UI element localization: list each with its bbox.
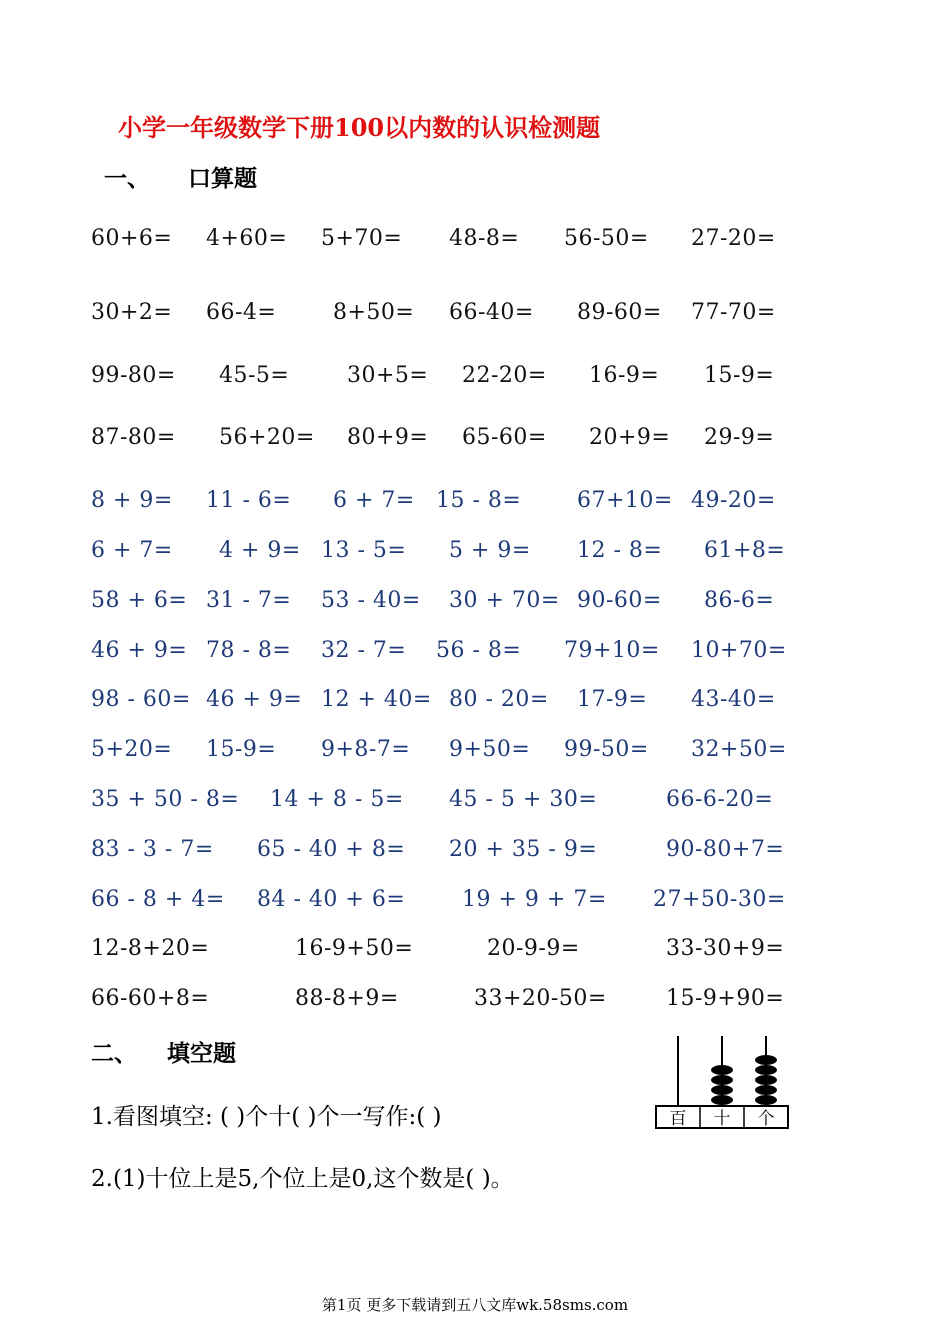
page-footer: 第1页 更多下载请到五八文库wk.58sms.com	[321, 1296, 629, 1314]
abacus-bead	[755, 1055, 777, 1065]
problem-item: 35 + 50 - 8=	[91, 787, 240, 812]
problem-item: 56-50=	[564, 226, 649, 251]
problem-item: 20-9-9=	[487, 936, 580, 961]
problem-item: 32 - 7=	[321, 638, 407, 663]
section-1-name: 口算题	[188, 165, 257, 192]
abacus-bead	[711, 1075, 733, 1085]
problem-item: 20 + 35 - 9=	[449, 837, 598, 862]
problem-item: 61+8=	[704, 538, 786, 563]
section-2-name: 填空题	[167, 1040, 236, 1067]
problem-item: 22-20=	[462, 363, 547, 388]
problem-item: 43-40=	[691, 687, 776, 712]
abacus-place-label: 十	[713, 1109, 731, 1129]
problem-item: 14 + 8 - 5=	[270, 787, 404, 812]
problem-item: 90-80+7=	[666, 837, 785, 862]
problem-item: 27-20=	[691, 226, 776, 251]
problem-item: 65 - 40 + 8=	[257, 837, 406, 862]
section-1-number: 一、	[104, 165, 150, 192]
problem-item: 15-9=	[704, 363, 775, 388]
problem-item: 13 - 5=	[321, 538, 407, 563]
question-2: 2.(1)十位上是5,个位上是0,这个数是( )。	[91, 1166, 514, 1192]
problem-item: 5 + 9=	[449, 538, 531, 563]
section-1-heading	[104, 160, 257, 193]
problem-item: 15-9+90=	[666, 986, 785, 1011]
problem-item: 8+50=	[333, 300, 415, 325]
worksheet-title: 小学一年级数学下册100以内数的认识检测题	[118, 113, 601, 142]
problem-item: 5+70=	[321, 226, 403, 251]
problem-item: 53 - 40=	[321, 588, 421, 613]
abacus-place-label: 个	[757, 1109, 775, 1129]
problem-item: 4 + 9=	[219, 538, 301, 563]
abacus-bead	[711, 1065, 733, 1075]
problem-item: 31 - 7=	[206, 588, 292, 613]
problem-item: 33-30+9=	[666, 936, 785, 961]
problem-item: 30 + 70=	[449, 588, 560, 613]
problem-item: 79+10=	[564, 638, 660, 663]
problem-item: 5+20=	[91, 737, 173, 762]
problem-item: 80 - 20=	[449, 687, 549, 712]
problem-item: 30+5=	[347, 363, 429, 388]
problem-item: 9+50=	[449, 737, 531, 762]
problem-item: 66-40=	[449, 300, 534, 325]
problem-item: 17-9=	[577, 687, 648, 712]
abacus-bead	[755, 1085, 777, 1095]
problem-item: 32+50=	[691, 737, 787, 762]
problem-item: 29-9=	[704, 425, 775, 450]
abacus-bead	[755, 1075, 777, 1085]
problem-item: 88-8+9=	[295, 986, 399, 1011]
section-2-number: 二、	[91, 1040, 137, 1067]
problem-item: 12-8+20=	[91, 936, 210, 961]
problem-item: 16-9+50=	[295, 936, 414, 961]
problem-item: 90-60=	[577, 588, 662, 613]
problem-item: 8 + 9=	[91, 488, 173, 513]
problem-item: 98 - 60=	[91, 687, 191, 712]
problem-item: 10+70=	[691, 638, 787, 663]
problem-item: 15-9=	[206, 737, 277, 762]
problem-item: 6 + 7=	[91, 538, 173, 563]
problem-item: 83 - 3 - 7=	[91, 837, 214, 862]
problem-item: 66 - 8 + 4=	[91, 887, 225, 912]
problem-item: 87-80=	[91, 425, 176, 450]
problem-item: 99-80=	[91, 363, 176, 388]
problem-item: 66-6-20=	[666, 787, 774, 812]
problem-item: 45-5=	[219, 363, 290, 388]
problem-item: 66-4=	[206, 300, 277, 325]
problem-item: 11 - 6=	[206, 488, 292, 513]
question-1: 1.看图填空: ( )个十( )个一写作:( )	[91, 1104, 442, 1130]
abacus-bead	[711, 1095, 733, 1105]
abacus-figure	[652, 1034, 792, 1130]
problem-item: 77-70=	[691, 300, 776, 325]
problem-item: 15 - 8=	[436, 488, 522, 513]
problem-item: 56+20=	[219, 425, 315, 450]
problem-item: 27+50-30=	[653, 887, 786, 912]
problem-item: 16-9=	[589, 363, 660, 388]
problem-item: 30+2=	[91, 300, 173, 325]
problem-item: 86-6=	[704, 588, 775, 613]
section-2-heading	[91, 1035, 236, 1068]
problem-item: 12 - 8=	[577, 538, 663, 563]
problem-item: 78 - 8=	[206, 638, 292, 663]
problem-item: 48-8=	[449, 226, 520, 251]
problem-item: 49-20=	[691, 488, 776, 513]
problem-item: 60+6=	[91, 226, 173, 251]
problem-item: 20+9=	[589, 425, 671, 450]
problem-item: 66-60+8=	[91, 986, 210, 1011]
problem-item: 6 + 7=	[333, 488, 415, 513]
problem-item: 56 - 8=	[436, 638, 522, 663]
abacus-bead	[755, 1065, 777, 1075]
problem-item: 33+20-50=	[474, 986, 607, 1011]
problem-item: 89-60=	[577, 300, 662, 325]
problem-item: 9+8-7=	[321, 737, 411, 762]
problem-item: 19 + 9 + 7=	[462, 887, 607, 912]
problem-item: 99-50=	[564, 737, 649, 762]
abacus-bead	[711, 1085, 733, 1095]
problem-item: 12 + 40=	[321, 687, 432, 712]
problem-item: 84 - 40 + 6=	[257, 887, 406, 912]
problem-item: 65-60=	[462, 425, 547, 450]
problem-item: 58 + 6=	[91, 588, 188, 613]
problem-item: 46 + 9=	[91, 638, 188, 663]
problem-item: 67+10=	[577, 488, 673, 513]
abacus-bead	[755, 1095, 777, 1105]
problem-item: 80+9=	[347, 425, 429, 450]
problem-item: 4+60=	[206, 226, 288, 251]
abacus-place-label: 百	[669, 1109, 687, 1129]
problem-item: 46 + 9=	[206, 687, 303, 712]
problem-item: 45 - 5 + 30=	[449, 787, 598, 812]
